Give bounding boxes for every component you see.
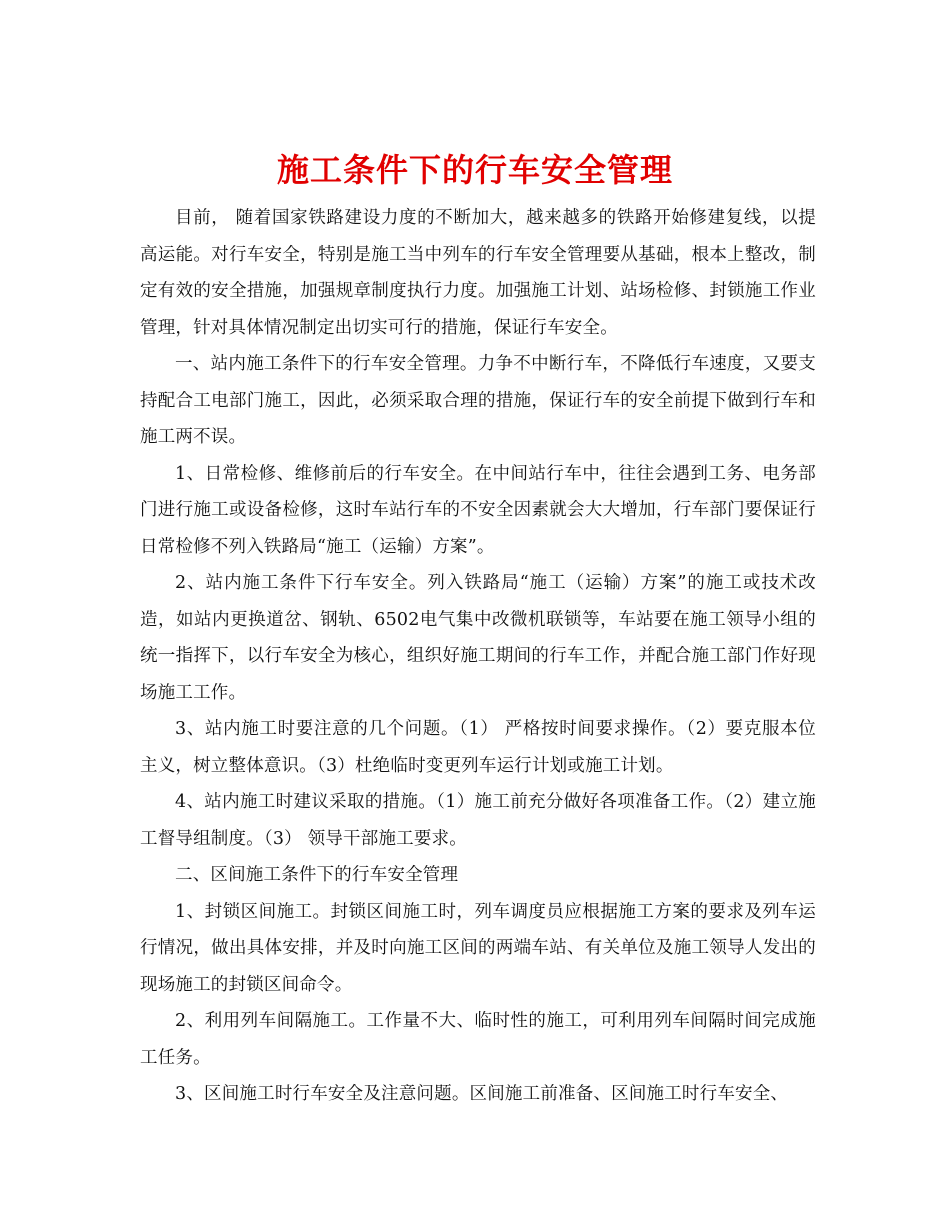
paragraph-section-2: 二、区间施工条件下的行车安全管理 xyxy=(175,865,459,885)
paragraph-1-1: 1、日常检修、维修前后的行车安全。在中间站行车中，往往会遇到工务、电务部门进行施工或设备检修，这时车站行车的不安全因素就会大大增加，行车部门要保证行日常检修不列入铁路局“施工（运输）方案”。 xyxy=(140,463,816,557)
paragraph-1-3: 3、站内施工时要注意的几个问题。（1） 严格按时间要求操作。（2）要克服本位主义，树立整体意识。（3）杜绝临时变更列车运行计划或施工计划。 xyxy=(140,719,816,776)
paragraph-2-1: 1、封锁区间施工。封锁区间施工时，列车调度员应根据施工方案的要求及列车运行情况，做出具体安排，并及时向施工区间的两端车站、有关单位及施工领导人发出的现场施工的封锁区间命令。 xyxy=(140,901,816,995)
paragraph-1-4: 4、站内施工时建议采取的措施。（1）施工前充分做好各项准备工作。（2）建立施工督导组制度。（3） 领导干部施工要求。 xyxy=(140,792,816,849)
paragraph-1-2: 2、站内施工条件下行车安全。列入铁路局“施工（运输）方案”的施工或技术改造，如站内更换道岔、钢轨、6502电气集中改微机联锁等，车站要在施工领导小组的统一指挥下，以行车安全为核心，组织好施工期间的行车工作，并配合施工部门作好现场施工工作。 xyxy=(140,573,816,703)
paragraph-2-3: 3、区间施工时行车安全及注意问题。区间施工前准备、区间施工时行车安全、 xyxy=(175,1084,789,1104)
document-body xyxy=(140,200,816,1113)
paragraph-section-1: 一、站内施工条件下的行车安全管理。力争不中断行车，不降低行车速度，又要支持配合工电部门施工，因此，必须采取合理的措施，保证行车的安全前提下做到行车和施工两不误。 xyxy=(140,354,816,447)
paragraph-intro: 目前， 随着国家铁路建设力度的不断加大，越来越多的铁路开始修建复线，以提高运能。对行车安全，特别是施工当中列车的行车安全管理要从基础，根本上整改，制定有效的安全措施，加强规章制度执行力度。加强施工计划、站场检修、封锁施工作业管理，针对具体情况制定出切实可行的措施，保证行车安全。 xyxy=(140,208,816,338)
paragraph-2-2: 2、利用列车间隔施工。工作量不大、临时性的施工，可利用列车间隔时间完成施工任务。 xyxy=(140,1011,816,1068)
document-title: 施工条件下的行车安全管理 xyxy=(276,151,673,190)
